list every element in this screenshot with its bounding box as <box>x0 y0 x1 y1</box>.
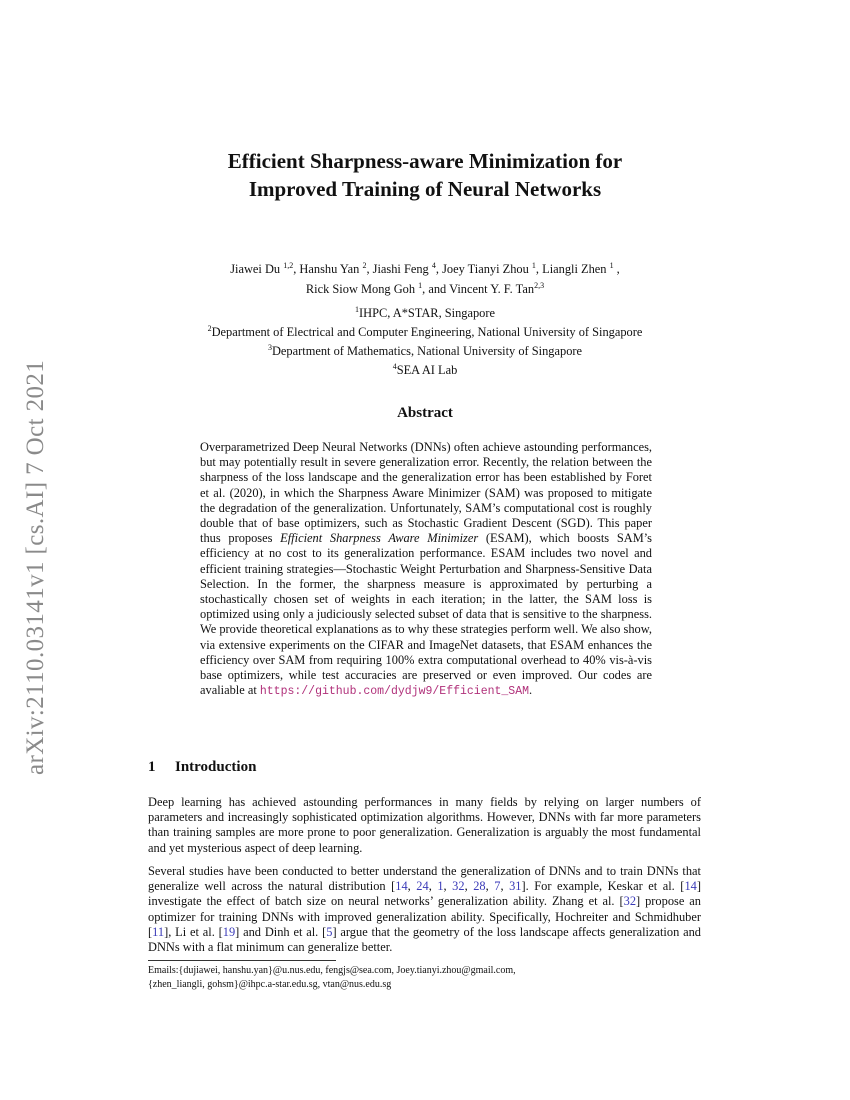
abstract-body <box>200 440 652 699</box>
intro-paragraph-1 <box>148 795 701 856</box>
author-separator: , <box>435 262 443 277</box>
paragraph-segment: ] investigate the effect of batch size on neural networks’ generalization ability. Zhang et al. [ <box>148 879 701 909</box>
affiliation-number: 3 <box>267 343 272 353</box>
abstract-emphasis: Efficient Sharpness Aware Minimizer <box>280 531 479 546</box>
author-line-2 <box>130 278 720 298</box>
affiliation-text: Department of Electrical and Computer Engineering, National University of Singapore <box>211 325 643 340</box>
citation-link[interactable]: 24 <box>416 879 429 894</box>
abstract-text: Overparametrized Deep Neural Networks (DNNs) often achieve astounding performances, but may potentially result in severe generalization error. Recently, the relation between the sharpness of the loss landscape and the generalization error has been established by Foret et al. (2020), in which the Sharpness Aware Minimizer (SAM) was proposed to mitigate the degradation of the generalization. Unfortunately, SAM’s computational cost is roughly double that of base optimizers, such as Stochastic Gradient Descent (SGD). This paper thus proposes <box>200 440 652 546</box>
citation-link[interactable]: 32 <box>623 894 637 909</box>
author-list <box>130 258 720 297</box>
author-name: Jiawei Du <box>230 262 281 277</box>
author-affiliation-mark: 1,2 <box>283 261 294 270</box>
citation-link[interactable]: 14 <box>684 879 697 894</box>
affiliation-item <box>130 302 720 321</box>
title-line-2: Improved Training of Neural Networks <box>248 177 602 201</box>
paper-title <box>150 147 700 203</box>
code-url-link[interactable]: https://github.com/dydjw9/Efficient_SAM <box>259 685 530 699</box>
author-separator: , <box>293 262 300 277</box>
abstract-heading: Abstract <box>397 405 453 421</box>
abstract-paragraph <box>200 440 652 699</box>
paragraph-segment: ], Li et al. [ <box>164 924 223 939</box>
affiliation-item <box>130 359 720 378</box>
author-name: Hanshu Yan <box>299 262 360 277</box>
author-affiliation-mark: 2 <box>362 261 367 270</box>
author-name: Jiashi Feng <box>372 262 429 277</box>
paragraph-segment: ] argue that the geometry of the loss landscape affects generalization and DNNs with a flat minimum can generalize better. <box>148 924 701 955</box>
author-affiliation-mark: 1 <box>531 261 536 270</box>
paragraph-segment: ] propose an optimizer for training DNNs with improved generalization ability. Specifically, Hochreiter and Schmidhuber [ <box>148 894 702 939</box>
citation-link[interactable]: 31 <box>509 879 522 894</box>
affiliation-text: Department of Mathematics, National University of Singapore <box>271 344 583 359</box>
affiliation-number: 4 <box>392 362 397 372</box>
author-affiliation-mark: 1 <box>609 261 614 270</box>
author-affiliation-mark: 2,3 <box>534 280 545 290</box>
citation-link[interactable]: 11 <box>152 924 165 939</box>
citation-link[interactable]: 7 <box>494 879 501 894</box>
affiliation-number: 2 <box>207 324 212 334</box>
affiliation-item <box>130 340 720 359</box>
author-name: Vincent Y. F. Tan <box>449 281 535 296</box>
footnote-divider <box>148 960 336 961</box>
author-separator: , <box>613 262 620 277</box>
author-name: Joey Tianyi Zhou <box>442 262 529 277</box>
abstract-end: . <box>529 683 533 698</box>
section-number: 1 <box>148 759 156 775</box>
paragraph-text: Several studies have been conducted to better understand the generalization of DNNs and to train DNNs that generalize well across the natural distribution [14, 24, 1, 32, 28, 7, 31]. For example, Keskar et al. [14] investigate the effect of batch size on neural networks’ generalization ability. Zhang et al. [32] propose an optimizer for training DNNs with improved generalization ability. Specifically, Hochreiter and Schmidhuber [11], Li et al. [19] and Dinh et al. [5] argue that the geometry of the loss landscape affects generalization and DNNs with a flat minimum can generalize better. <box>148 864 702 955</box>
affiliation-list <box>130 302 720 379</box>
title-line-1: Efficient Sharpness-aware Minimization for <box>227 149 623 173</box>
author-separator: , <box>366 262 373 277</box>
citation-link[interactable]: 1 <box>437 879 444 894</box>
section-title: Introduction <box>175 759 257 775</box>
affiliation-item <box>130 321 720 340</box>
citation-link[interactable]: 14 <box>395 879 408 894</box>
author-separator: , <box>535 262 543 277</box>
affiliation-text: IHPC, A*STAR, Singapore <box>359 306 495 321</box>
arxiv-identifier: arXiv:2110.03141v1 [cs.AI] 7 Oct 2021 <box>22 359 49 775</box>
intro-paragraph-2 <box>148 864 701 955</box>
author-name: Rick Siow Mong Goh <box>305 281 416 296</box>
footnote-emails <box>148 964 708 992</box>
paragraph-text: Deep learning has achieved astounding performances in many fields by relying on larger numbers of parameters and increasingly sophisticated optimization algorithms. However, DNNs with far more parameters than training samples are more prone to poor generalization. Generalization is arguably the most fundamental and yet mysterious aspect of deep learning. <box>148 795 701 855</box>
citation-link[interactable]: 19 <box>222 924 236 939</box>
author-line-1 <box>130 258 720 278</box>
paragraph-segment: ] and Dinh et al. [ <box>235 924 327 939</box>
citation-link[interactable]: 28 <box>473 879 486 894</box>
author-separator: , and <box>422 281 450 296</box>
affiliation-text: SEA AI Lab <box>396 363 458 378</box>
paragraph-segment: ]. For example, Keskar et al. [ <box>521 879 685 894</box>
author-name: Liangli Zhen <box>542 262 607 277</box>
citation-link[interactable]: 32 <box>452 879 465 894</box>
citation-link[interactable]: 5 <box>326 924 333 939</box>
author-affiliation-mark: 4 <box>431 261 436 270</box>
affiliation-number: 1 <box>355 305 359 314</box>
author-affiliation-mark: 1 <box>418 280 423 290</box>
footnote-line: {zhen_liangli, gohsm}@ihpc.a-star.edu.sg, vtan@nus.edu.sg <box>148 979 392 990</box>
section-heading <box>148 759 256 776</box>
footnote-line: Emails:{dujiawei, hanshu.yan}@u.nus.edu, fengjs@sea.com, Joey.tianyi.zhou@gmail.com, <box>148 965 516 976</box>
abstract-text: (ESAM), which boosts SAM’s efficiency at no cost to its generalization performance. ESAM includes two novel and efficient training strategies—Stochastic Weight Perturbation and Sharpness-Sensitive Data Selection. In the former, the sharpness measure is approximated by perturbing a stochastically chosen set of weights in each iteration; in the latter, the SAM loss is optimized using only a judiciously selected subset of data that is sensitive to the sharpness. We provide theoretical explanations as to why these strategies perform well. We also show, via extensive experiments on the CIFAR and ImageNet datasets, that ESAM enhances the efficiency over SAM from requiring 100% extra computational overhead to 40% vis-à-vis base optimizers, while test accuracies are preserved or even improved. Our codes are avaliable at <box>200 531 652 698</box>
paragraph-segment: Several studies have been conducted to better understand the generalization of DNNs and to train DNNs that generalize well across the natural distribution [ <box>148 864 701 894</box>
